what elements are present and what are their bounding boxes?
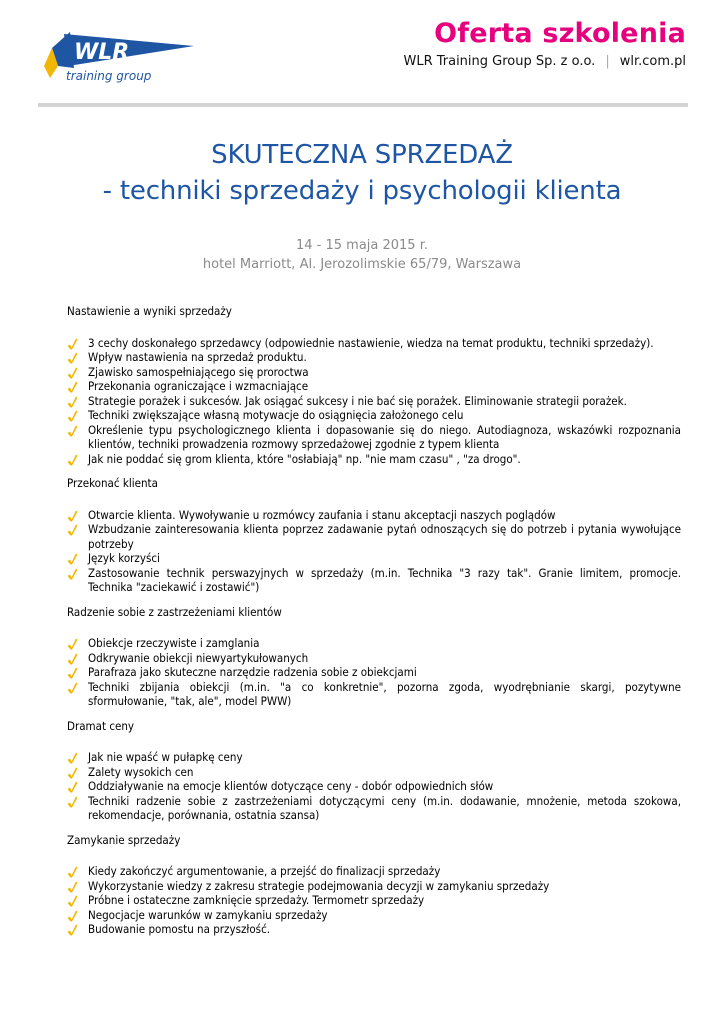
training-title: SKUTECZNA SPRZEDAŻ (211, 140, 513, 170)
list-item-text: Zalety wysokich cen (88, 764, 194, 779)
list-item-text: Próbne i ostateczne zamknięcie sprzedaży. Termometr sprzedaży (88, 893, 425, 907)
list-item (67, 508, 681, 523)
checkmark-bullet-icon (67, 781, 78, 793)
list-item-text: Zastosowanie technik perswazyjnych w sprzedaży (m.in. Technika "3 razy tak". Granie limitem, promocje. Technika "zaciekawić i zostawić") (88, 565, 681, 594)
list-item (67, 522, 681, 551)
checkmark-bullet-icon (67, 396, 78, 408)
wlr-logo (44, 26, 204, 96)
list-item-text: 3 cechy doskonałego sprzedawcy (odpowiednie nastawienie, wiedza na temat produktu, techniki sprzedaży). (88, 335, 654, 350)
checkmark-bullet-icon (67, 454, 78, 466)
checkmark-bullet-icon (67, 352, 78, 364)
list-item-text: Język korzyści (88, 551, 160, 565)
section-title: Dramat ceny (67, 718, 135, 733)
program-section (67, 304, 681, 466)
list-item (67, 879, 681, 894)
list-item-text: Określenie typu psychologicznego klienta i dopasowanie się do niego. Autodiagnoza, wskazówki rozpoznania klientów, techniki prowadzenia rozmowy sprzedażowej zgodnie z typem klienta (88, 422, 681, 451)
checkmark-bullet-icon (67, 410, 78, 422)
list-item (67, 336, 681, 351)
company-line (403, 54, 686, 69)
checkmark-bullet-icon (67, 767, 78, 779)
list-item-text: Strategie porażek i sukcesów. Jak osiągać sukcesy i nie bać się porażek. Eliminowanie strategii porażek. (88, 393, 627, 408)
list-item (67, 452, 681, 467)
program-section (67, 719, 681, 823)
list-item (67, 408, 681, 423)
list-item-text: Negocjacje warunków w zamykaniu sprzedaży (88, 907, 328, 922)
list-item (67, 423, 681, 452)
header-divider (38, 103, 688, 107)
list-item (67, 922, 681, 937)
list-item-text: Budowanie pomostu na przyszłość. (88, 922, 271, 936)
list-item (67, 864, 681, 879)
company-name: WLR Training Group Sp. z o.o. (403, 54, 596, 69)
checkmark-bullet-icon (67, 866, 78, 878)
checkmark-bullet-icon (67, 895, 78, 907)
list-item (67, 350, 681, 365)
section-title: Przekonać klienta (67, 476, 158, 490)
list-item-text: Techniki radzenie sobie z zastrzeżeniami dotyczącymi ceny (m.in. dodawanie, mnożenie, metoda szokowa, rekomendacje, porównania, ostatnia szansa) (88, 793, 681, 822)
list-item (67, 750, 681, 765)
list-item-text: Parafraza jako skuteczne narzędzie radzenia sobie z obiekcjami (88, 665, 417, 679)
list-item-text: Jak nie wpaść w pułapkę ceny (88, 750, 243, 764)
training-date: 14 - 15 maja 2015 r. (295, 238, 428, 253)
program-section (67, 605, 681, 709)
section-title: Nastawienie a wyniki sprzedaży (67, 304, 232, 318)
program-section (67, 476, 681, 595)
section-title: Radzenie sobie z zastrzeżeniami klientów (67, 604, 282, 619)
training-venue: hotel Marriott, Al. Jerozolimskie 65/79, Warszawa (202, 257, 522, 272)
checkmark-bullet-icon (67, 667, 78, 679)
list-item-text: Oddziaływanie na emocje klientów dotyczące ceny - dobór odpowiednich słów (88, 779, 494, 793)
checkmark-bullet-icon (67, 924, 78, 936)
checkmark-bullet-icon (67, 638, 78, 650)
list-item-text: Przekonania ograniczające i wzmacniające (88, 379, 309, 393)
list-item (67, 551, 681, 566)
list-item-text: Wzbudzanie zainteresowania klienta poprzez zadawanie pytań odnoszących się do potrzeb i pytania wywołujące potrzeby (88, 522, 681, 551)
offer-title: Oferta szkolenia (434, 18, 686, 49)
section-items (67, 864, 681, 937)
list-item-text: Wykorzystanie wiedzy z zakresu strategie podejmowania decyzji w zamykaniu sprzedaży (88, 878, 550, 893)
checkmark-bullet-icon (67, 682, 78, 694)
section-items (67, 636, 681, 709)
list-item-text: Techniki zwiększające własną motywacje do osiągnięcia założonego celu (88, 408, 464, 422)
list-item (67, 908, 681, 923)
checkmark-bullet-icon (67, 553, 78, 565)
list-item-text: Techniki zbijania obiekcji (m.in. "a co konkretnie", pozorna zgoda, wyodrębnianie skargi, pozytywne sformułowanie, "tak, ale", model PWW) (88, 679, 681, 708)
training-subtitle: - techniki sprzedaży i psychologii klienta (102, 176, 622, 206)
checkmark-bullet-icon (67, 425, 78, 437)
checkmark-bullet-icon (67, 796, 78, 808)
list-item (67, 566, 681, 595)
list-item (67, 365, 681, 380)
list-item-text: Kiedy zakończyć argumentowanie, a przejść do finalizacji sprzedaży (88, 864, 441, 878)
list-item (67, 665, 681, 680)
list-item (67, 636, 681, 651)
list-item-text: Otwarcie klienta. Wywoływanie u rozmówcy zaufania i stanu akceptacji naszych poglądów (88, 507, 556, 522)
checkmark-bullet-icon (67, 881, 78, 893)
checkmark-bullet-icon (67, 568, 78, 580)
list-item (67, 680, 681, 709)
checkmark-bullet-icon (67, 338, 78, 350)
section-items (67, 336, 681, 467)
svg-text:WLR: WLR (74, 40, 130, 65)
svg-text:training group: training group (66, 69, 152, 83)
program-section (67, 833, 681, 937)
checkmark-bullet-icon (67, 524, 78, 536)
checkmark-bullet-icon (67, 752, 78, 764)
checkmark-bullet-icon (67, 381, 78, 393)
checkmark-bullet-icon (67, 510, 78, 522)
list-item-text: Wpływ nastawienia na sprzedaż produktu. (88, 350, 307, 364)
program-content (67, 304, 681, 947)
list-item (67, 394, 681, 409)
separator: | (605, 54, 610, 69)
list-item-text: Odkrywanie obiekcji niewyartykułowanych (88, 650, 309, 665)
list-item (67, 779, 681, 794)
website-link[interactable]: wlr.com.pl (619, 54, 686, 69)
list-item (67, 651, 681, 666)
list-item-text: Obiekcje rzeczywiste i zamglania (88, 636, 260, 650)
list-item (67, 893, 681, 908)
section-items (67, 508, 681, 595)
list-item (67, 794, 681, 823)
list-item-text: Jak nie poddać się grom klienta, które "osłabiają" np. "nie mam czasu" , "za drogo". (88, 451, 521, 466)
list-item (67, 765, 681, 780)
checkmark-bullet-icon (67, 910, 78, 922)
checkmark-bullet-icon (67, 653, 78, 665)
list-item (67, 379, 681, 394)
checkmark-bullet-icon (67, 367, 78, 379)
section-items (67, 750, 681, 823)
list-item-text: Zjawisko samospełniającego się proroctwa (88, 364, 309, 379)
section-title: Zamykanie sprzedaży (67, 832, 181, 847)
